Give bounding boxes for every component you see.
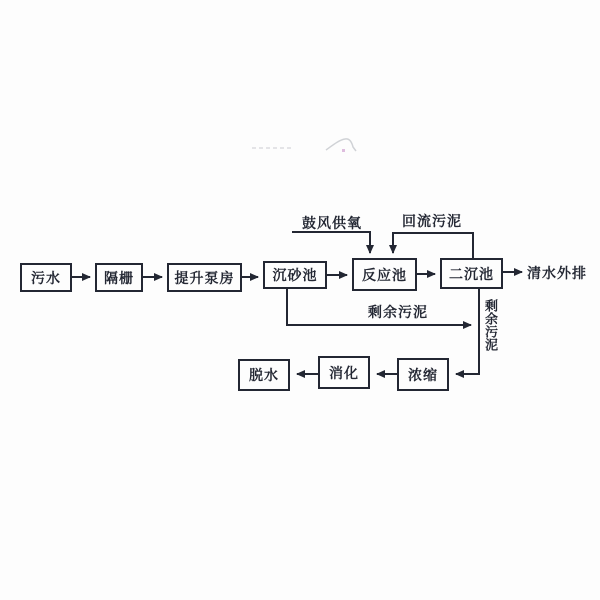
node-grit-chamber: 沉砂池 bbox=[263, 261, 327, 289]
node-sewage: 污水 bbox=[20, 263, 72, 292]
label-return-sludge: 回流污泥 bbox=[402, 214, 462, 230]
label-excess-sludge: 剩余污泥 bbox=[368, 305, 428, 321]
node-digestion: 消化 bbox=[318, 356, 370, 389]
label-excess-sludge-vertical: 剩余污泥 bbox=[482, 299, 497, 351]
node-dewatering: 脱水 bbox=[238, 359, 290, 391]
node-lift-pump-station: 提升泵房 bbox=[167, 263, 242, 292]
label-effluent-discharge: 清水外排 bbox=[527, 266, 587, 282]
node-thickening: 浓缩 bbox=[397, 358, 449, 391]
label-blast-oxygen: 鼓风供氧 bbox=[302, 216, 362, 232]
node-reaction-tank: 反应池 bbox=[352, 258, 417, 291]
node-bar-screen: 隔栅 bbox=[95, 263, 143, 292]
scan-artifact bbox=[252, 139, 356, 152]
node-secondary-clarifier: 二沉池 bbox=[440, 258, 503, 289]
